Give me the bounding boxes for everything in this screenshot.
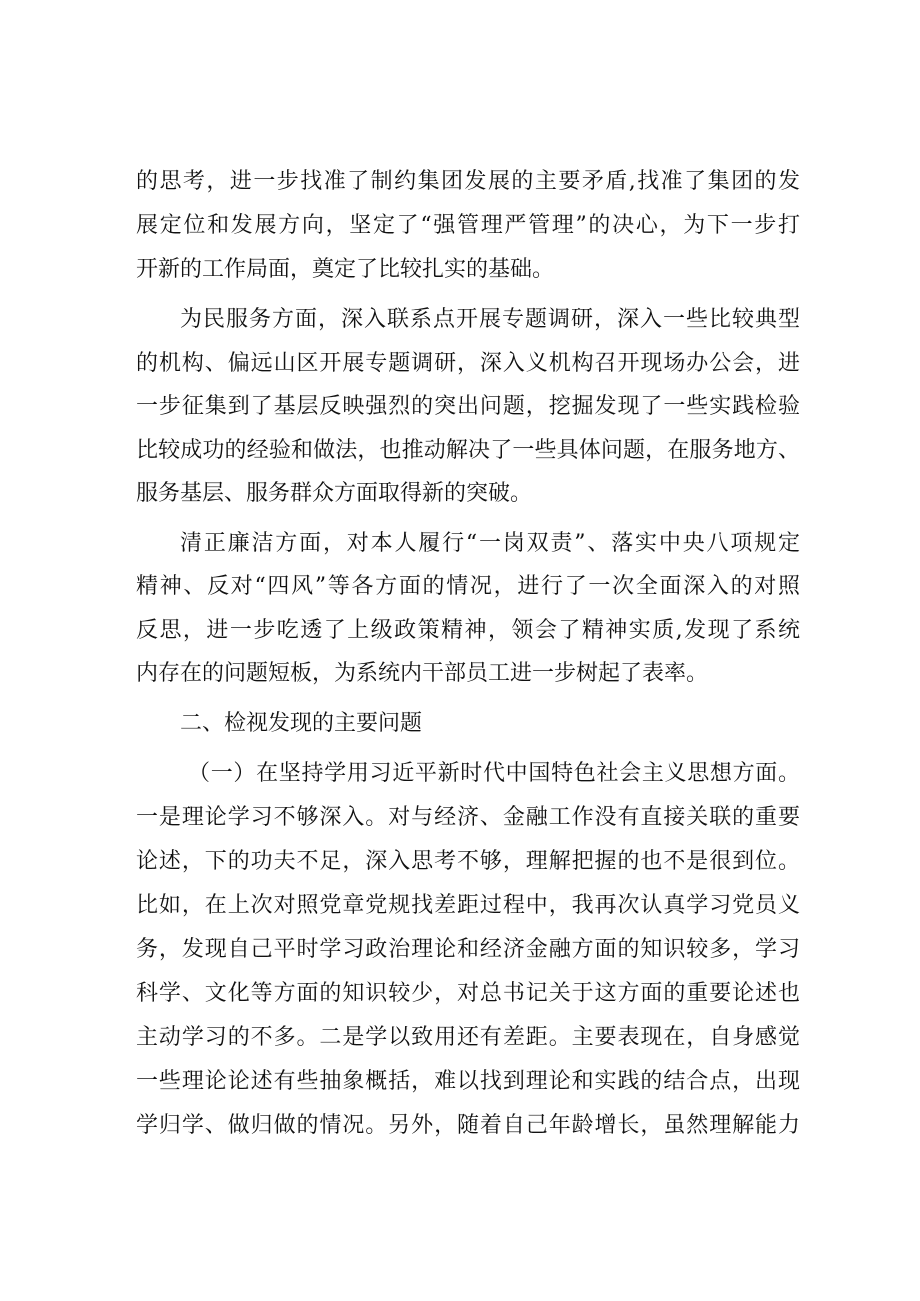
text-line: 比如，在上次对照党章党规找差距过程中，我再次认真学习党员义 <box>136 893 800 918</box>
text-line: 学归学、做归做的情况。另外，随着自己年龄增长，虽然理解能力 <box>136 1113 800 1138</box>
text-line: （一）在坚持学用习近平新时代中国特色社会主义思想方面。 <box>188 761 800 786</box>
text-line: 主动学习的不多。二是学以致用还有差距。主要表现在，自身感觉 <box>136 1025 800 1050</box>
text-line: 一些理论论述有些抽象概括，难以找到理论和实践的结合点，出现 <box>136 1069 800 1094</box>
text-line: 开新的工作局面，奠定了比较扎实的基础。 <box>136 257 555 282</box>
section-heading: 二、检视发现的主要问题 <box>180 711 423 736</box>
text-line: 展定位和发展方向，坚定了“强管理严管理”的决心，为下一步打 <box>136 213 800 238</box>
text-line: 论述，下的功夫不足，深入思考不够，理解把握的也不是很到位。 <box>136 849 800 874</box>
text-line: 精神、反对“四风”等各方面的情况，进行了一次全面深入的对照 <box>136 574 800 599</box>
text-line: 的机构、偏远山区开展专题调研，深入义机构召开现场办公会，进 <box>136 351 800 376</box>
text-line: 反思，进一步吃透了上级政策精神，领会了精神实质,发现了系统 <box>136 618 800 643</box>
text-line: 的思考，进一步找准了制约集团发展的主要矛盾,找准了集团的发 <box>136 169 800 194</box>
text-line: 科学、文化等方面的知识较少，对总书记关于这方面的重要论述也 <box>136 981 800 1006</box>
text-line: 服务基层、服务群众方面取得新的突破。 <box>136 481 533 506</box>
text-line: 清正廉洁方面，对本人履行“一岗双责”、落实中央八项规定 <box>180 531 800 556</box>
text-line: 为民服务方面，深入联系点开展专题调研，深入一些比较典型 <box>180 307 800 332</box>
text-line: 一是理论学习不够深入。对与经济、金融工作没有直接关联的重要 <box>136 805 800 830</box>
text-line: 比较成功的经验和做法，也推动解决了一些具体问题，在服务地方、 <box>136 438 800 463</box>
text-line: 内存在的问题短板，为系统内干部员工进一步树起了表率。 <box>136 661 709 686</box>
text-line: 务，发现自己平时学习政治理论和经济金融方面的知识较多，学习 <box>136 937 800 962</box>
text-line: 一步征集到了基层反映强烈的突出问题，挖掘发现了一些实践检验 <box>136 394 800 419</box>
